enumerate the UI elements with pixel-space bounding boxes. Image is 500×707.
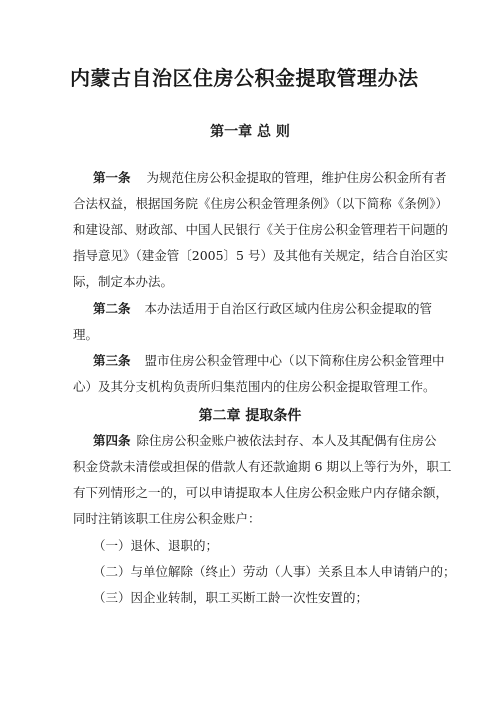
article-1-line-5: 际，制定本办法。 [73,274,174,289]
article-2-line-2: 理。 [73,327,99,342]
article-1-line-3: 和建设部、财政部、中国人民银行《关于住房公积金管理若干问题的 [73,222,449,237]
article-1-first-line [93,170,447,186]
article-4-line-1: 除住房公积金账户被依法封存、本人及其配偶有住房公 [136,433,437,448]
article-3-label: 第三条 [93,353,131,368]
article-4-line-3: 有下列情形之一的，可以申请提取本人住房公积金账户内存储余额， [73,485,449,500]
list-item-2: （二）与单位解除（终止）劳动（人事）关系且本人申请销户的； [93,564,456,579]
article-1-line-2: 合法权益，根据国务院《住房公积金管理条例》（以下简称《条例》） [73,196,449,211]
article-4-line-4: 同时注销该职工住房公积金账户： [73,511,261,526]
list-item-1: （一）退休、退职的； [93,538,219,553]
article-2-label: 第二条 [93,301,131,316]
article-2-first-line [93,301,432,317]
article-1-label: 第一条 [93,170,131,185]
chapter-2-heading: 第二章 提取条件 [198,408,302,424]
article-4-line-2: 积金贷款未清偿或担保的借款人有还款逾期 6 期以上等行为外，职工 [73,459,452,474]
article-1-line-4: 指导意见》（建金管〔2005〕5 号）及其他有关规定，结合自治区实 [73,248,448,263]
article-3-line-1: 盟市住房公积金管理中心（以下简称住房公积金管理中 [144,353,445,368]
document-title: 内蒙古自治区住房公积金提取管理办法 [70,66,419,90]
article-3-first-line [93,353,445,369]
list-item-3: （三）因企业转制，职工买断工龄一次性安置的； [93,590,369,605]
chapter-1-heading: 第一章 总 则 [210,124,290,140]
article-4-first-line [93,433,437,449]
article-1-line-1: 为规范住房公积金提取的管理，维护住房公积金所有者 [146,170,447,185]
article-3-line-2: 心）及其分支机构负责所归集范围内的住房公积金提取管理工作。 [73,379,436,394]
article-2-line-1: 本办法适用于自治区行政区域内住房公积金提取的管 [144,301,433,316]
article-4-label: 第四条 [93,433,131,448]
